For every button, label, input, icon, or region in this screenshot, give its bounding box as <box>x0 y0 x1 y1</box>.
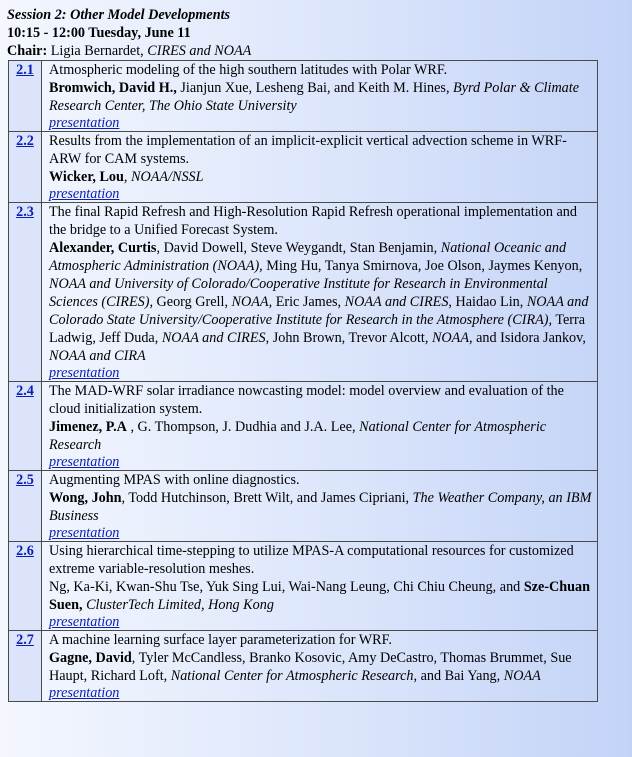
presenter-name: Sze-Chuan Suen, <box>49 579 591 613</box>
chair-label: Chair: <box>7 43 48 59</box>
author-names: , <box>123 169 131 185</box>
presenter-name: Bromwich, David H., <box>49 80 177 96</box>
affiliation: National Center for Atmospheric Research <box>170 668 414 684</box>
affiliation: NOAA, <box>431 330 473 346</box>
author-names: , Todd Hutchinson, Brett Wilt, and James Cipriani, <box>121 490 413 506</box>
talk-title: Augmenting MPAS with online diagnostics. <box>49 472 300 488</box>
talk-authors <box>49 168 594 186</box>
affiliation: NOAA/NSSL <box>131 169 204 185</box>
talk-title: The final Rapid Refresh and High-Resolution Rapid Refresh operational implementation and the bridge to a Unified Forecast System. <box>49 204 577 238</box>
presenter-name: Wong, John <box>49 490 122 506</box>
talk-number-link[interactable]: 2.6 <box>16 543 34 559</box>
author-names: Terra Ladwig, Jeff Duda, <box>49 312 586 346</box>
talk-title: Results from the implementation of an implicit-explicit vertical advection scheme in WRF-ARW for CAM systems. <box>49 133 567 167</box>
affiliation: The Weather Company, an IBM Business <box>49 490 592 524</box>
talk-authors <box>49 79 594 115</box>
talk-number-link[interactable]: 2.5 <box>16 472 34 488</box>
affiliation: NOAA and Colorado State University/Cooperative Institute for Research in the Atmosphere (CIRA), <box>49 294 589 328</box>
talk-details-cell <box>42 132 598 203</box>
talk-row <box>9 203 598 382</box>
talk-details-cell <box>42 382 598 471</box>
affiliation: ClusterTech Limited, Hong Kong <box>86 597 274 613</box>
talk-number-link[interactable]: 2.2 <box>16 133 34 149</box>
chair-affiliation: CIRES and NOAA <box>147 43 252 59</box>
talk-number-cell <box>9 382 42 471</box>
affiliation: NOAA and CIRES <box>161 330 266 346</box>
talk-number-link[interactable]: 2.3 <box>16 204 34 220</box>
talk-authors <box>49 578 594 614</box>
author-names: Jianjun Xue, Lesheng Bai, and Keith M. Hines, <box>176 80 454 96</box>
presentation-link[interactable]: presentation <box>49 365 120 381</box>
talk-number-cell <box>9 203 42 382</box>
author-names: Ming Hu, Tanya Smirnova, Joe Olson, Jaymes Kenyon, <box>262 258 583 274</box>
author-names: , John Brown, Trevor Alcott, <box>265 330 432 346</box>
author-names: , G. Thompson, J. Dudhia and J.A. Lee, <box>126 419 360 435</box>
affiliation: NOAA and CIRA <box>49 348 146 364</box>
author-names: Georg Grell, <box>153 294 232 310</box>
affiliation: NOAA and University of Colorado/Cooperative Institute for Research in Environmental Sciences (CIRES), <box>49 276 548 310</box>
talk-title: Using hierarchical time-stepping to utilize MPAS-A computational resources for customized extreme variable-resolution meshes. <box>49 543 574 577</box>
talk-number-cell <box>9 542 42 631</box>
author-names: , Tyler McCandless, Branko Kosovic, Amy DeCastro, Thomas Brummet, Sue Haupt, Richard Loft, <box>49 650 572 684</box>
talk-details-cell <box>42 61 598 132</box>
talk-row <box>9 132 598 203</box>
presentation-link[interactable]: presentation <box>49 186 120 202</box>
talk-details-cell <box>42 471 598 542</box>
author-names: Eric James, <box>272 294 345 310</box>
talk-title: The MAD-WRF solar irradiance nowcasting model: model overview and evaluation of the cloud initialization system. <box>49 383 564 417</box>
presenter-name: Jimenez, P.A <box>49 419 127 435</box>
author-names: , and Bai Yang, <box>413 668 504 684</box>
talk-details-cell <box>42 203 598 382</box>
session-title: Session 2: Other Model Developments <box>7 7 231 23</box>
affiliation: NOAA <box>503 668 541 684</box>
talk-details-cell <box>42 631 598 702</box>
affiliation: Byrd Polar & Climate Research Center, The Ohio State University <box>49 80 580 114</box>
affiliation: National Center for Atmospheric Research <box>49 419 547 453</box>
talk-number-link[interactable]: 2.7 <box>16 632 34 648</box>
affiliation: NOAA and CIRES <box>344 294 449 310</box>
talk-row <box>9 61 598 132</box>
chair-name: Ligia Bernardet, <box>50 43 144 59</box>
talk-authors <box>49 239 594 365</box>
affiliation: NOAA, <box>231 294 273 310</box>
talk-authors <box>49 649 594 685</box>
talk-details-cell <box>42 542 598 631</box>
presentation-link[interactable]: presentation <box>49 685 120 701</box>
talk-title: A machine learning surface layer parameterization for WRF. <box>49 632 392 648</box>
talk-row <box>9 542 598 631</box>
author-names: Ng, Ka-Ki, Kwan-Shu Tse, Yuk Sing Lui, Wai-Nang Leung, Chi Chiu Cheung, and <box>49 579 524 595</box>
talk-row <box>9 631 598 702</box>
presentation-link[interactable]: presentation <box>49 115 120 131</box>
talk-number-link[interactable]: 2.4 <box>16 383 34 399</box>
talk-authors <box>49 418 594 454</box>
talk-number-link[interactable]: 2.1 <box>16 62 34 78</box>
author-names: , David Dowell, Steve Weygandt, Stan Benjamin, <box>156 240 441 256</box>
presenter-name: Gagne, David <box>49 650 132 666</box>
presentation-link[interactable]: presentation <box>49 525 120 541</box>
talks-table <box>8 60 598 702</box>
presenter-name: Alexander, Curtis <box>49 240 157 256</box>
talk-authors <box>49 489 594 525</box>
author-names: and Isidora Jankov, <box>472 330 586 346</box>
author-names: , Haidao Lin, <box>448 294 527 310</box>
presentation-link[interactable]: presentation <box>49 454 120 470</box>
talk-number-cell <box>9 631 42 702</box>
talk-row <box>9 382 598 471</box>
affiliation: National Oceanic and Atmospheric Administration (NOAA), <box>49 240 567 274</box>
session-time: 10:15 - 12:00 Tuesday, June 11 <box>7 25 191 41</box>
talk-number-cell <box>9 132 42 203</box>
talk-title: Atmospheric modeling of the high southern latitudes with Polar WRF. <box>49 62 448 78</box>
presentation-link[interactable]: presentation <box>49 614 120 630</box>
talk-number-cell <box>9 471 42 542</box>
talk-row <box>9 471 598 542</box>
talk-number-cell <box>9 61 42 132</box>
session-chair <box>7 42 632 60</box>
presenter-name: Wicker, Lou <box>49 169 124 185</box>
